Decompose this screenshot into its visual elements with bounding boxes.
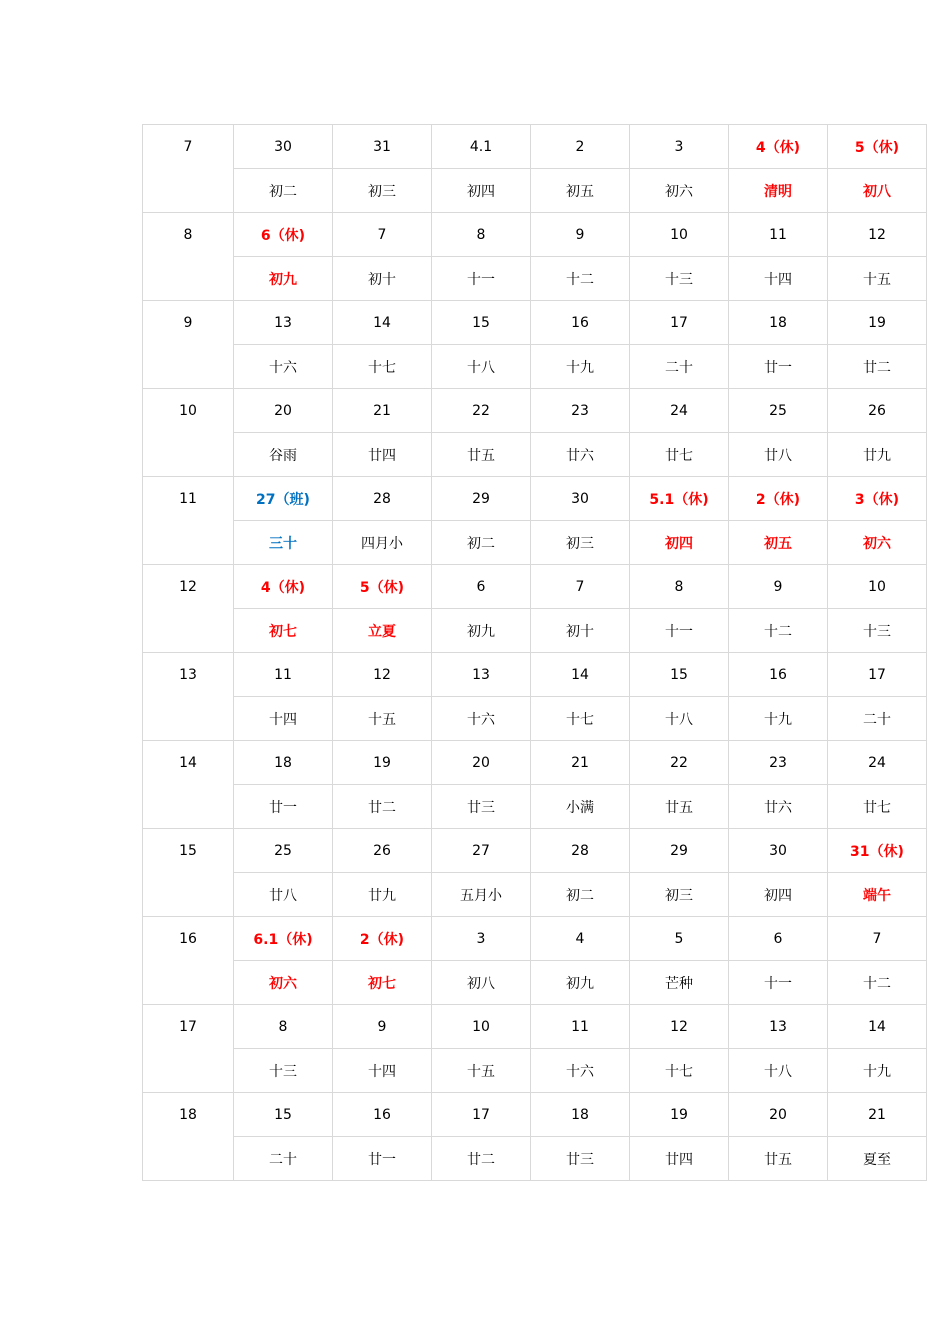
date-cell: 21	[333, 389, 432, 433]
lunar-date-cell: 廿一	[729, 345, 828, 389]
week-lunar-row	[143, 873, 927, 917]
lunar-date-cell: 廿八	[729, 433, 828, 477]
date-cell: 26	[333, 829, 432, 873]
date-cell: 5.1（休)	[630, 477, 729, 521]
date-cell: 9	[531, 213, 630, 257]
week-lunar-row	[143, 433, 927, 477]
week-lunar-row	[143, 1137, 927, 1181]
lunar-date-cell: 廿三	[432, 785, 531, 829]
lunar-date-cell: 五月小	[432, 873, 531, 917]
lunar-date-cell: 初十	[333, 257, 432, 301]
date-cell: 5	[630, 917, 729, 961]
date-cell: 15	[432, 301, 531, 345]
lunar-date-cell: 初五	[531, 169, 630, 213]
week-lunar-row	[143, 961, 927, 1005]
date-cell: 6（休)	[234, 213, 333, 257]
lunar-date-cell: 十六	[432, 697, 531, 741]
date-cell: 25	[234, 829, 333, 873]
date-cell: 29	[432, 477, 531, 521]
lunar-date-cell: 廿三	[531, 1137, 630, 1181]
lunar-date-cell: 十九	[729, 697, 828, 741]
date-cell: 2	[531, 125, 630, 169]
date-cell: 2（休)	[729, 477, 828, 521]
lunar-date-cell: 十五	[333, 697, 432, 741]
week-lunar-row	[143, 697, 927, 741]
date-cell: 14	[828, 1005, 927, 1049]
lunar-date-cell: 十二	[729, 609, 828, 653]
lunar-date-cell: 廿七	[828, 785, 927, 829]
week-number-cell: 8	[143, 213, 234, 301]
week-number-cell: 7	[143, 125, 234, 213]
lunar-date-cell: 廿一	[234, 785, 333, 829]
lunar-date-cell: 端午	[828, 873, 927, 917]
lunar-date-cell: 初二	[432, 521, 531, 565]
lunar-date-cell: 芒种	[630, 961, 729, 1005]
lunar-date-cell: 十七	[333, 345, 432, 389]
lunar-date-cell: 十三	[234, 1049, 333, 1093]
date-cell: 3	[432, 917, 531, 961]
lunar-date-cell: 廿二	[432, 1137, 531, 1181]
date-cell: 20	[234, 389, 333, 433]
lunar-date-cell: 小满	[531, 785, 630, 829]
week-date-row	[143, 1005, 927, 1049]
lunar-date-cell: 十六	[234, 345, 333, 389]
lunar-date-cell: 十一	[432, 257, 531, 301]
date-cell: 13	[432, 653, 531, 697]
lunar-date-cell: 初三	[630, 873, 729, 917]
lunar-date-cell: 十八	[729, 1049, 828, 1093]
date-cell: 18	[531, 1093, 630, 1137]
date-cell: 6.1（休)	[234, 917, 333, 961]
lunar-date-cell: 廿八	[234, 873, 333, 917]
lunar-date-cell: 夏至	[828, 1137, 927, 1181]
lunar-date-cell: 初六	[234, 961, 333, 1005]
lunar-date-cell: 初七	[234, 609, 333, 653]
lunar-date-cell: 初七	[333, 961, 432, 1005]
lunar-date-cell: 十三	[630, 257, 729, 301]
date-cell: 3	[630, 125, 729, 169]
date-cell: 31	[333, 125, 432, 169]
lunar-date-cell: 廿二	[828, 345, 927, 389]
lunar-date-cell: 二十	[630, 345, 729, 389]
date-cell: 19	[630, 1093, 729, 1137]
week-date-row	[143, 125, 927, 169]
date-cell: 30	[234, 125, 333, 169]
date-cell: 5（休)	[828, 125, 927, 169]
week-number-cell: 15	[143, 829, 234, 917]
date-cell: 19	[828, 301, 927, 345]
date-cell: 4（休)	[234, 565, 333, 609]
date-cell: 10	[630, 213, 729, 257]
lunar-date-cell: 初六	[828, 521, 927, 565]
date-cell: 7	[828, 917, 927, 961]
date-cell: 9	[729, 565, 828, 609]
week-lunar-row	[143, 609, 927, 653]
week-date-row	[143, 389, 927, 433]
date-cell: 12	[333, 653, 432, 697]
date-cell: 7	[333, 213, 432, 257]
date-cell: 6	[432, 565, 531, 609]
lunar-date-cell: 谷雨	[234, 433, 333, 477]
date-cell: 13	[234, 301, 333, 345]
date-cell: 4	[531, 917, 630, 961]
lunar-date-cell: 初九	[432, 609, 531, 653]
week-date-row	[143, 213, 927, 257]
lunar-date-cell: 立夏	[333, 609, 432, 653]
lunar-date-cell: 十一	[630, 609, 729, 653]
date-cell: 20	[432, 741, 531, 785]
lunar-date-cell: 初九	[234, 257, 333, 301]
date-cell: 23	[729, 741, 828, 785]
lunar-date-cell: 二十	[234, 1137, 333, 1181]
date-cell: 8	[432, 213, 531, 257]
date-cell: 17	[828, 653, 927, 697]
date-cell: 24	[828, 741, 927, 785]
date-cell: 3（休)	[828, 477, 927, 521]
date-cell: 15	[234, 1093, 333, 1137]
week-number-cell: 14	[143, 741, 234, 829]
lunar-date-cell: 十九	[828, 1049, 927, 1093]
week-lunar-row	[143, 785, 927, 829]
lunar-date-cell: 廿五	[729, 1137, 828, 1181]
date-cell: 17	[432, 1093, 531, 1137]
lunar-date-cell: 十八	[630, 697, 729, 741]
date-cell: 22	[630, 741, 729, 785]
date-cell: 5（休)	[333, 565, 432, 609]
week-date-row	[143, 741, 927, 785]
lunar-date-cell: 初三	[531, 521, 630, 565]
lunar-date-cell: 十九	[531, 345, 630, 389]
week-lunar-row	[143, 521, 927, 565]
lunar-date-cell: 十四	[234, 697, 333, 741]
date-cell: 18	[729, 301, 828, 345]
lunar-date-cell: 十七	[630, 1049, 729, 1093]
lunar-date-cell: 初二	[531, 873, 630, 917]
lunar-date-cell: 廿七	[630, 433, 729, 477]
date-cell: 17	[630, 301, 729, 345]
week-date-row	[143, 301, 927, 345]
date-cell: 16	[531, 301, 630, 345]
lunar-date-cell: 初四	[630, 521, 729, 565]
date-cell: 14	[531, 653, 630, 697]
date-cell: 16	[333, 1093, 432, 1137]
calendar-body	[143, 125, 927, 1181]
lunar-date-cell: 初五	[729, 521, 828, 565]
date-cell: 4.1	[432, 125, 531, 169]
lunar-date-cell: 廿五	[630, 785, 729, 829]
date-cell: 30	[531, 477, 630, 521]
lunar-date-cell: 十二	[828, 961, 927, 1005]
date-cell: 22	[432, 389, 531, 433]
lunar-date-cell: 初四	[729, 873, 828, 917]
lunar-date-cell: 十二	[531, 257, 630, 301]
lunar-date-cell: 清明	[729, 169, 828, 213]
date-cell: 2（休)	[333, 917, 432, 961]
week-number-cell: 12	[143, 565, 234, 653]
date-cell: 8	[630, 565, 729, 609]
lunar-date-cell: 十一	[729, 961, 828, 1005]
date-cell: 31（休)	[828, 829, 927, 873]
lunar-date-cell: 廿六	[729, 785, 828, 829]
date-cell: 24	[630, 389, 729, 433]
date-cell: 6	[729, 917, 828, 961]
lunar-date-cell: 十四	[333, 1049, 432, 1093]
week-date-row	[143, 477, 927, 521]
lunar-date-cell: 十七	[531, 697, 630, 741]
lunar-date-cell: 十四	[729, 257, 828, 301]
week-date-row	[143, 653, 927, 697]
week-number-cell: 11	[143, 477, 234, 565]
date-cell: 4（休)	[729, 125, 828, 169]
week-number-cell: 16	[143, 917, 234, 1005]
week-number-cell: 18	[143, 1093, 234, 1181]
lunar-date-cell: 初四	[432, 169, 531, 213]
lunar-date-cell: 二十	[828, 697, 927, 741]
date-cell: 10	[828, 565, 927, 609]
lunar-date-cell: 十五	[432, 1049, 531, 1093]
lunar-date-cell: 初八	[432, 961, 531, 1005]
week-date-row	[143, 917, 927, 961]
lunar-date-cell: 廿四	[630, 1137, 729, 1181]
date-cell: 23	[531, 389, 630, 433]
week-number-cell: 9	[143, 301, 234, 389]
date-cell: 16	[729, 653, 828, 697]
date-cell: 26	[828, 389, 927, 433]
lunar-date-cell: 三十	[234, 521, 333, 565]
lunar-date-cell: 十三	[828, 609, 927, 653]
calendar-table	[142, 124, 927, 1181]
date-cell: 18	[234, 741, 333, 785]
date-cell: 12	[630, 1005, 729, 1049]
week-date-row	[143, 565, 927, 609]
date-cell: 15	[630, 653, 729, 697]
date-cell: 11	[729, 213, 828, 257]
week-number-cell: 13	[143, 653, 234, 741]
date-cell: 19	[333, 741, 432, 785]
lunar-date-cell: 四月小	[333, 521, 432, 565]
week-number-cell: 17	[143, 1005, 234, 1093]
lunar-date-cell: 初九	[531, 961, 630, 1005]
lunar-date-cell: 廿一	[333, 1137, 432, 1181]
lunar-date-cell: 廿九	[333, 873, 432, 917]
date-cell: 8	[234, 1005, 333, 1049]
date-cell: 27	[432, 829, 531, 873]
lunar-date-cell: 初二	[234, 169, 333, 213]
date-cell: 11	[531, 1005, 630, 1049]
date-cell: 30	[729, 829, 828, 873]
date-cell: 28	[531, 829, 630, 873]
date-cell: 10	[432, 1005, 531, 1049]
date-cell: 21	[531, 741, 630, 785]
week-lunar-row	[143, 345, 927, 389]
week-lunar-row	[143, 1049, 927, 1093]
lunar-date-cell: 初十	[531, 609, 630, 653]
date-cell: 12	[828, 213, 927, 257]
date-cell: 9	[333, 1005, 432, 1049]
date-cell: 20	[729, 1093, 828, 1137]
date-cell: 25	[729, 389, 828, 433]
week-number-cell: 10	[143, 389, 234, 477]
lunar-date-cell: 初八	[828, 169, 927, 213]
lunar-date-cell: 初六	[630, 169, 729, 213]
lunar-date-cell: 十五	[828, 257, 927, 301]
date-cell: 7	[531, 565, 630, 609]
lunar-date-cell: 初三	[333, 169, 432, 213]
date-cell: 27（班)	[234, 477, 333, 521]
date-cell: 21	[828, 1093, 927, 1137]
week-lunar-row	[143, 169, 927, 213]
lunar-date-cell: 廿六	[531, 433, 630, 477]
date-cell: 14	[333, 301, 432, 345]
lunar-date-cell: 廿九	[828, 433, 927, 477]
date-cell: 28	[333, 477, 432, 521]
week-date-row	[143, 1093, 927, 1137]
lunar-date-cell: 十八	[432, 345, 531, 389]
lunar-date-cell: 廿二	[333, 785, 432, 829]
lunar-date-cell: 十六	[531, 1049, 630, 1093]
date-cell: 13	[729, 1005, 828, 1049]
week-lunar-row	[143, 257, 927, 301]
date-cell: 29	[630, 829, 729, 873]
lunar-date-cell: 廿五	[432, 433, 531, 477]
date-cell: 11	[234, 653, 333, 697]
lunar-date-cell: 廿四	[333, 433, 432, 477]
week-date-row	[143, 829, 927, 873]
